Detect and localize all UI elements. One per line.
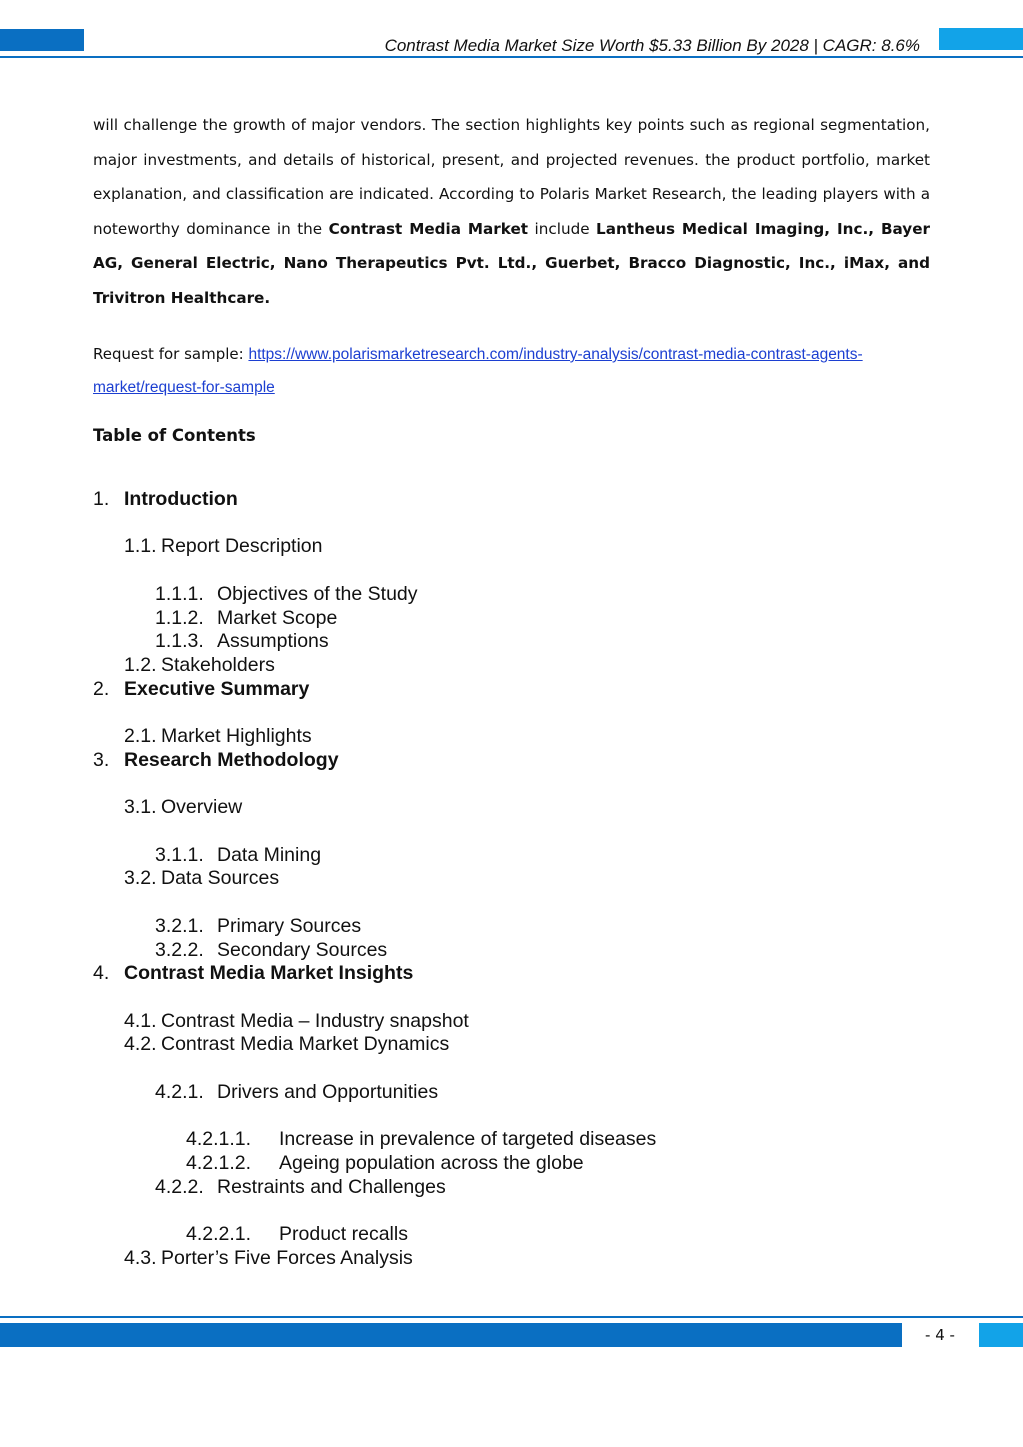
footer-accent-right bbox=[979, 1323, 1023, 1347]
toc-item-label: Contrast Media Market Dynamics bbox=[161, 1033, 450, 1055]
page-number: - 4 - bbox=[925, 1326, 955, 1344]
toc-item-label: Contrast Media – Industry snapshot bbox=[161, 1010, 469, 1032]
toc-item-label: Market Highlights bbox=[161, 725, 312, 747]
body-text-1: will challenge the growth of major vendors. The section highlights key points such as regional segmentation, major investments, and details of historical, present, and projected revenues. the product portfolio, market explanation, and classification are indicated. According to Polaris Market Research, the leading players with a noteworthy dominance in the bbox=[93, 116, 930, 238]
key-players: Lantheus Medical Imaging, Inc., Bayer AG, General Electric, Nano Therapeutics Pvt. Ltd., Guerbet, Bracco Diagnostic, Inc., iMax, and Trivitron Healthcare. bbox=[93, 219, 930, 307]
toc-item-label: Objectives of the Study bbox=[217, 583, 418, 605]
toc-item-number: 1.1.2. bbox=[155, 607, 204, 629]
toc-item-number: 3.2.1. bbox=[155, 915, 204, 937]
footer-bar bbox=[0, 1323, 902, 1347]
toc-item-number: 2.1. bbox=[124, 725, 157, 747]
toc-item-label: Overview bbox=[161, 796, 243, 818]
toc-item-number: 4. bbox=[93, 962, 110, 984]
toc-item-number: 3. bbox=[93, 749, 110, 771]
toc-item-number: 1.1. bbox=[124, 535, 157, 557]
toc-item-number: 4.3. bbox=[124, 1247, 157, 1269]
footer-rule bbox=[0, 1316, 1023, 1318]
sample-label: Request for sample: bbox=[93, 345, 249, 363]
toc-title: Table of Contents bbox=[93, 426, 256, 445]
toc-item-number: 4.1. bbox=[124, 1010, 157, 1032]
toc-item-label: Assumptions bbox=[217, 630, 329, 652]
toc-item-number: 3.2.2. bbox=[155, 939, 204, 961]
toc-item-label: Drivers and Opportunities bbox=[217, 1081, 439, 1103]
toc-item-number: 1.2. bbox=[124, 654, 157, 676]
toc-item-label: Data Sources bbox=[161, 867, 280, 889]
toc-item-number: 2. bbox=[93, 678, 110, 700]
toc-item-label: Contrast Media Market Insights bbox=[124, 962, 414, 984]
toc-item-label: Product recalls bbox=[279, 1223, 408, 1245]
toc-item-label: Secondary Sources bbox=[217, 939, 388, 961]
toc-item-label: Restraints and Challenges bbox=[217, 1176, 446, 1198]
header-title: Contrast Media Market Size Worth $5.33 Billion By 2028 | CAGR: 8.6% bbox=[384, 36, 920, 55]
toc-item-label: Stakeholders bbox=[161, 654, 275, 676]
toc-item-number: 1.1.3. bbox=[155, 630, 204, 652]
toc-item-number: 4.2.1.2. bbox=[186, 1152, 252, 1174]
toc-item-label: Introduction bbox=[124, 488, 238, 510]
toc-item-label: Report Description bbox=[161, 535, 323, 557]
toc-item-number: 4.2.1. bbox=[155, 1081, 204, 1103]
toc-item-number: 1. bbox=[93, 488, 110, 510]
toc-item-label: Porter’s Five Forces Analysis bbox=[161, 1247, 413, 1269]
sample-link[interactable]: https://www.polarismarketresearch.com/industry-analysis/contrast-media-contrast-agents-market/request-for-sample bbox=[93, 346, 863, 396]
toc-item-number: 3.2. bbox=[124, 867, 157, 889]
toc-item-label: Data Mining bbox=[217, 844, 322, 866]
market-name: Contrast Media Market bbox=[328, 219, 529, 238]
toc-item-label: Market Scope bbox=[217, 607, 338, 629]
toc-item-number: 3.1. bbox=[124, 796, 157, 818]
toc-item-label: Increase in prevalence of targeted diseases bbox=[279, 1128, 657, 1150]
toc-item-number: 1.1.1. bbox=[155, 583, 204, 605]
toc-item-number: 4.2.2.1. bbox=[186, 1223, 252, 1245]
toc-item-number: 4.2. bbox=[124, 1033, 157, 1055]
toc-item-number: 4.2.2. bbox=[155, 1176, 204, 1198]
toc-item-number: 3.1.1. bbox=[155, 844, 204, 866]
toc-item-label: Executive Summary bbox=[124, 678, 310, 700]
toc-item-label: Research Methodology bbox=[124, 749, 339, 771]
toc-item-number: 4.2.1.1. bbox=[186, 1128, 252, 1150]
body-text-2: include bbox=[528, 219, 597, 238]
toc-item-label: Primary Sources bbox=[217, 915, 362, 937]
toc-item-label: Ageing population across the globe bbox=[279, 1152, 584, 1174]
